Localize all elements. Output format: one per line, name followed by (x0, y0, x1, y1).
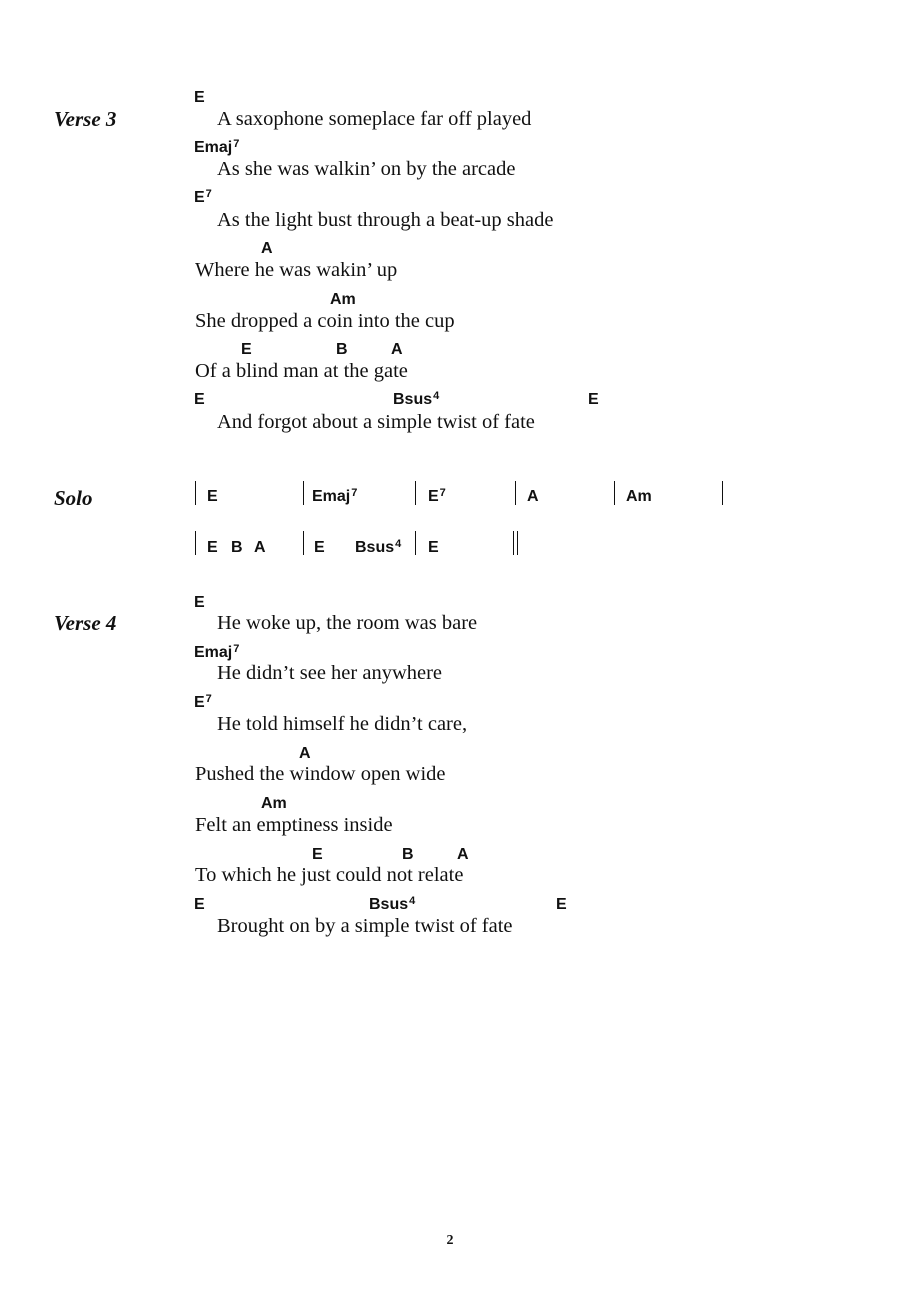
lyric-line: As she was walkin’ on by the arcade (217, 158, 516, 180)
chord: $E^7$ (194, 693, 212, 711)
bar-line (303, 531, 304, 555)
chord: A (261, 240, 273, 257)
chord: B (336, 341, 348, 358)
chord: E (314, 539, 325, 556)
lyric-line: He didn’t see her anywhere (217, 662, 443, 684)
chord: E (194, 896, 205, 913)
bar-line (515, 481, 516, 505)
chord: A (457, 846, 469, 863)
lyric-line: She dropped a coin into the cup (195, 310, 455, 332)
chord: $E^7$ (194, 188, 212, 206)
chord: Bsus$^4$ (393, 390, 440, 408)
lyric-line: Felt an emptiness inside (195, 814, 393, 836)
chord: Emaj$^7$ (312, 487, 358, 505)
chord: E (428, 539, 439, 556)
chord: Bsus$^4$ (369, 895, 416, 913)
chord: Emaj$^7$ (194, 138, 240, 156)
section-label-verse-3: Verse 3 (54, 107, 117, 131)
chord: Bsus$^4$ (355, 538, 402, 556)
bar-line (722, 481, 723, 505)
chord: E (241, 341, 252, 358)
bar-line (415, 481, 416, 505)
lyric-line: As the light bust through a beat-up shade (217, 209, 554, 231)
chord: A (527, 488, 539, 505)
chord: $E^7$ (428, 487, 446, 505)
chord: B (231, 539, 243, 556)
chord: E (556, 896, 567, 913)
chord: Am (261, 795, 287, 812)
chord: E (207, 488, 218, 505)
chord: E (194, 89, 205, 106)
bar-line (195, 481, 196, 505)
chord: E (312, 846, 323, 863)
lyric-line: To which he just could not relate (195, 864, 464, 886)
chord: A (391, 341, 403, 358)
bar-line (195, 531, 196, 555)
lyric-line: And forgot about a simple twist of fate (217, 411, 535, 433)
final-double-bar-line (513, 531, 518, 555)
chord: A (254, 539, 266, 556)
chord: A (299, 745, 311, 762)
lyric-line: Brought on by a simple twist of fate (217, 915, 513, 937)
chord: B (402, 846, 414, 863)
chord: Am (330, 291, 356, 308)
lyric-line: Of a blind man at the gate (195, 360, 408, 382)
bar-line (614, 481, 615, 505)
bar-line (303, 481, 304, 505)
section-label-verse-4: Verse 4 (54, 611, 117, 635)
lyric-line: Where he was wakin’ up (195, 259, 398, 281)
chord: E (194, 391, 205, 408)
chord: E (588, 391, 599, 408)
lyric-line: He woke up, the room was bare (217, 612, 478, 634)
section-label-solo: Solo (54, 486, 93, 510)
chord: E (207, 539, 218, 556)
chord: Am (626, 488, 652, 505)
chord: E (194, 594, 205, 611)
chord: Emaj$^7$ (194, 643, 240, 661)
lyric-line: Pushed the window open wide (195, 763, 446, 785)
bar-line (415, 531, 416, 555)
page-number: 2 (446, 1233, 454, 1248)
lyric-line: He told himself he didn’t care, (217, 713, 468, 735)
lyric-line: A saxophone someplace far off played (217, 108, 532, 130)
